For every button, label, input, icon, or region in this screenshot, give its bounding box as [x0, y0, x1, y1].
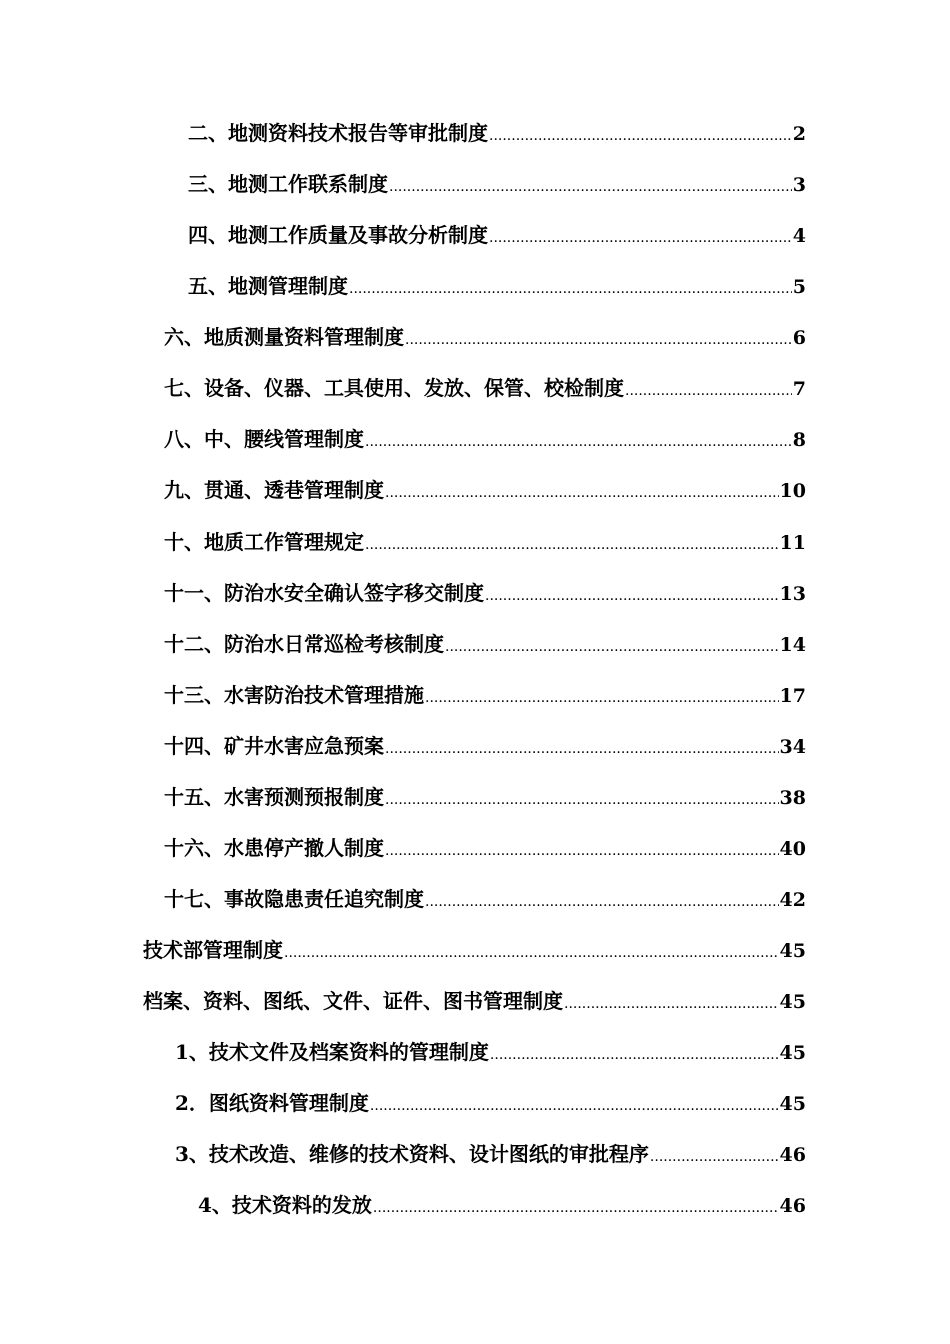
toc-dot-leader	[445, 630, 779, 664]
toc-entry-title: 三、地测工作联系制度	[188, 172, 388, 196]
toc-dot-leader	[490, 1038, 779, 1072]
toc-dot-leader	[389, 170, 792, 204]
toc-dot-leader	[650, 1140, 779, 1174]
toc-entry-title: 十三、水害防治技术管理措施	[164, 683, 424, 707]
toc-dot-leader	[385, 732, 779, 766]
toc-dot-leader	[485, 579, 779, 613]
toc-entry-title: 九、贯通、透巷管理制度	[164, 478, 384, 502]
toc-entry[interactable]	[143, 984, 806, 1018]
toc-entry[interactable]	[164, 576, 806, 610]
toc-entry[interactable]	[175, 1137, 806, 1171]
toc-dot-leader	[365, 528, 779, 562]
toc-dot-leader	[385, 783, 779, 817]
toc-entry-page: 17	[779, 685, 806, 707]
toc-entry-title: 十二、防治水日常巡检考核制度	[164, 632, 444, 656]
toc-entry-page: 45	[779, 1093, 806, 1115]
toc-entry-title: 十一、防治水安全确认签字移交制度	[164, 581, 484, 605]
toc-entry[interactable]	[188, 116, 806, 150]
toc-entry[interactable]	[164, 371, 806, 405]
toc-entry[interactable]	[164, 473, 806, 507]
toc-dot-leader	[625, 374, 792, 408]
toc-entry-page: 34	[779, 736, 806, 758]
toc-entry-page: 45	[779, 1042, 806, 1064]
toc-entry-page: 46	[779, 1144, 806, 1166]
toc-entry-page: 42	[779, 889, 806, 911]
toc-entry-title: 十五、水害预测预报制度	[164, 785, 384, 809]
toc-entry[interactable]	[164, 320, 806, 354]
toc-entry-title: 3、技术改造、维修的技术资料、设计图纸的审批程序	[175, 1142, 649, 1166]
toc-entry-title: 八、中、腰线管理制度	[164, 427, 364, 451]
toc-entry[interactable]	[175, 1086, 806, 1120]
toc-dot-leader	[385, 476, 779, 510]
toc-entry-title: 六、地质测量资料管理制度	[164, 325, 404, 349]
toc-entry[interactable]	[175, 1035, 806, 1069]
toc-dot-leader	[425, 885, 779, 919]
toc-entry[interactable]	[143, 933, 806, 967]
toc-entry-title: 2．图纸资料管理制度	[175, 1091, 369, 1115]
toc-entry[interactable]	[188, 167, 806, 201]
toc-entry[interactable]	[188, 218, 806, 252]
toc-entry-title: 五、地测管理制度	[188, 274, 348, 298]
toc-entry-page: 2	[792, 123, 806, 145]
toc-entry-title: 七、设备、仪器、工具使用、发放、保管、校检制度	[164, 376, 624, 400]
toc-entry-page: 5	[792, 276, 806, 298]
toc-dot-leader	[489, 221, 792, 255]
toc-entry-title: 十四、矿井水害应急预案	[164, 734, 384, 758]
toc-entry-title: 档案、资料、图纸、文件、证件、图书管理制度	[143, 989, 563, 1013]
toc-entry[interactable]	[164, 525, 806, 559]
toc-entry-title: 二、地测资料技术报告等审批制度	[188, 121, 488, 145]
toc-entry[interactable]	[164, 780, 806, 814]
toc-entry-title: 四、地测工作质量及事故分析制度	[188, 223, 488, 247]
toc-entry-page: 8	[792, 429, 806, 451]
toc-entry[interactable]	[164, 422, 806, 456]
toc-entry[interactable]	[164, 627, 806, 661]
toc-entry-page: 45	[779, 940, 806, 962]
toc-entry-page: 10	[779, 480, 806, 502]
toc-entry[interactable]	[164, 678, 806, 712]
toc-entry-title: 4、技术资料的发放	[198, 1193, 372, 1217]
toc-dot-leader	[284, 936, 779, 970]
toc-dot-leader	[365, 425, 792, 459]
toc-dot-leader	[405, 323, 792, 357]
toc-entry-title: 1、技术文件及档案资料的管理制度	[175, 1040, 489, 1064]
toc-entry-title: 十七、事故隐患责任追究制度	[164, 887, 424, 911]
toc-entry-page: 6	[792, 327, 806, 349]
toc-entry-page: 4	[792, 225, 806, 247]
toc-entry-page: 38	[779, 787, 806, 809]
toc-entry-page: 46	[779, 1195, 806, 1217]
toc-entry-page: 45	[779, 991, 806, 1013]
toc-entry-page: 14	[779, 634, 806, 656]
toc-entry-title: 技术部管理制度	[143, 938, 283, 962]
toc-entry-title: 十、地质工作管理规定	[164, 530, 364, 554]
toc-dot-leader	[425, 681, 779, 715]
toc-entry[interactable]	[164, 729, 806, 763]
toc-entry-page: 13	[779, 583, 806, 605]
toc-dot-leader	[564, 987, 779, 1021]
toc-entry-page: 3	[792, 174, 806, 196]
toc-dot-leader	[373, 1191, 779, 1225]
toc-entry[interactable]	[198, 1188, 806, 1222]
toc-entry-page: 7	[792, 378, 806, 400]
toc-dot-leader	[349, 272, 792, 306]
toc-entry[interactable]	[164, 831, 806, 865]
toc-dot-leader	[370, 1089, 779, 1123]
toc-entry-page: 40	[779, 838, 806, 860]
toc-entry-title: 十六、水患停产撤人制度	[164, 836, 384, 860]
toc-dot-leader	[489, 119, 792, 153]
toc-entry[interactable]	[188, 269, 806, 303]
toc-entry-page: 11	[779, 532, 806, 554]
toc-entry[interactable]	[164, 882, 806, 916]
toc-dot-leader	[385, 834, 779, 868]
